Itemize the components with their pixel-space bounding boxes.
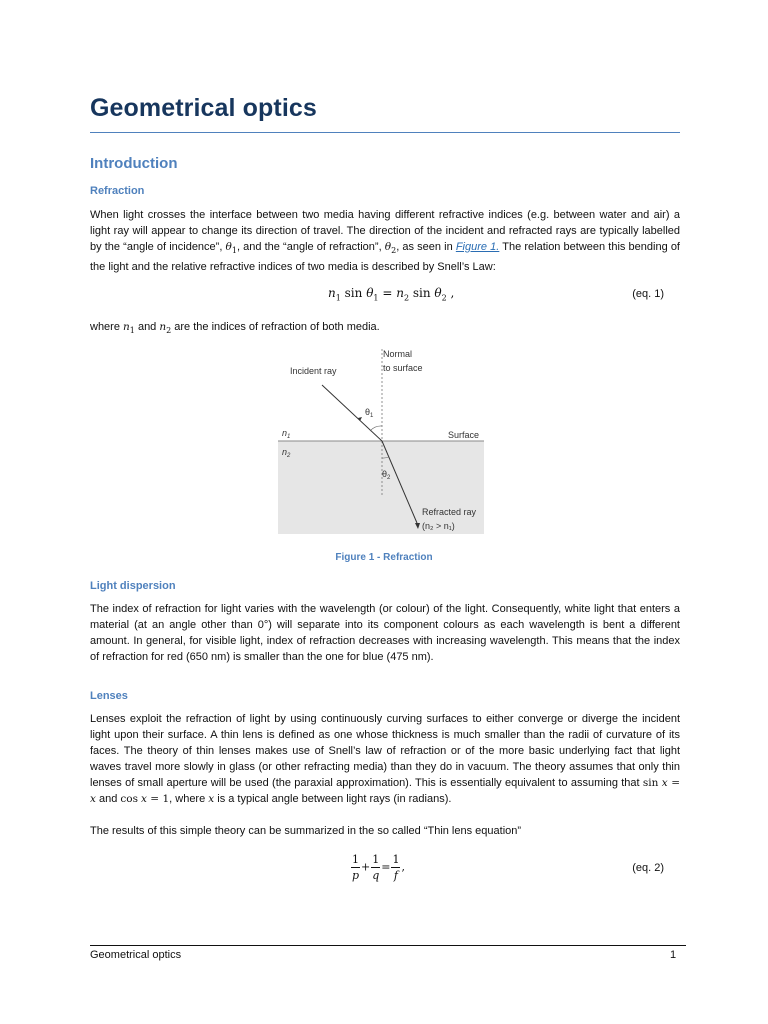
frac-q-den: q	[372, 869, 380, 882]
refraction-text-a: When light crosses the interface between two media having different refractive indices (e.g. between water and air) a light ray will appear to change its direction of travel. The direction of the incident and refracted rays are typically labelled by the “angle of incidence”,	[90, 209, 680, 253]
refraction-text-d: The relation between this bending of the light and the relative refractive indices of two media is described by Snell’s Law:	[90, 241, 680, 274]
lenses-paragraph	[90, 711, 680, 807]
lenses-text-a: Lenses exploit the refraction of light by using continuously curving surfaces to either converge or diverge the incident light upon their surface. A thin lens is defined as one whose thickness is much smaller than the radii of curvature of its faces. The theory of thin lenses makes use of Snell’s law of refraction or of the more basic underlying fact that light waves travel more slowly in glass (or other refracting media) than they do in vacuum. The theory assumes that only thin lenses of small aperture will be used (the paraxial approximation). This is essentially equivalent to assuming that	[90, 713, 680, 789]
figure-1-caption: Figure 1 - Refraction	[335, 552, 433, 563]
fraction-1-over-p	[351, 852, 360, 883]
n2-symbol: n	[159, 321, 167, 333]
theta1-label	[365, 407, 374, 419]
theta1-symbol: θ	[225, 241, 232, 253]
refraction-text-b: , and the “angle of refraction”,	[236, 241, 385, 253]
incident-ray-label: Incident ray	[290, 366, 337, 376]
thin-lens-summary: The results of this simple theory can be summarized in the so called “Thin lens equation”	[90, 825, 522, 837]
one-value: 1	[162, 793, 170, 805]
lenses-text-b: , where	[169, 793, 209, 805]
fig-n2-sub: 2	[287, 453, 291, 459]
frac-p-num: 1	[352, 853, 359, 866]
equals-2: =	[146, 793, 163, 805]
figure-1-link[interactable]: Figure 1.	[455, 241, 500, 253]
theta2-symbol: θ	[384, 241, 392, 253]
fig-theta1-sub: 1	[370, 413, 374, 419]
cos-function: cos	[120, 793, 138, 805]
theta1-subscript: 1	[231, 246, 237, 256]
fig-theta1: θ	[365, 407, 371, 417]
subheading-light-dispersion: Light dispersion	[90, 580, 176, 592]
fig-n1: n	[282, 428, 288, 438]
frac-p-den: p	[351, 869, 360, 882]
refracted-condition-label: (n₂ > n₁)	[422, 521, 455, 531]
normal-label-1: Normal	[383, 349, 413, 359]
page-title: Geometrical optics	[90, 94, 317, 122]
n1-symbol: n	[123, 321, 130, 333]
title-underline	[90, 132, 680, 133]
fraction-1-over-q	[371, 852, 380, 883]
plus-sign: +	[361, 860, 371, 874]
section-heading-introduction: Introduction	[90, 155, 178, 172]
subheading-lenses: Lenses	[90, 690, 128, 702]
fraction-1-over-f	[391, 852, 400, 883]
where-indices-sentence	[90, 319, 680, 339]
eq2-comma: ,	[401, 860, 405, 874]
fig-n1-sub: 1	[287, 434, 291, 440]
frac-f-den: f	[393, 869, 398, 882]
n2-subscript: 2	[166, 326, 172, 336]
x-var-1: x	[661, 777, 668, 789]
fig-n2: n	[282, 447, 288, 457]
snells-law-equation: $n_1$ $\sin \theta_1 = n_2$ $\sin \theta_2$ ,	[328, 286, 455, 303]
refracted-ray-label: Refracted ray	[422, 507, 477, 517]
equation-2-row	[90, 852, 680, 892]
footer-title: Geometrical optics	[90, 949, 182, 961]
fig-theta2-sub: 2	[387, 475, 391, 481]
frac-q-num: 1	[372, 853, 380, 866]
n1-label	[282, 428, 290, 440]
fig-theta2: θ	[382, 469, 388, 479]
equation-1-row	[90, 284, 680, 306]
sin-function: sin	[642, 777, 659, 789]
refraction-text-c: , as seen in	[396, 241, 456, 253]
footer-rule	[90, 945, 686, 946]
subheading-refraction: Refraction	[90, 185, 145, 197]
thin-lens-equation	[350, 852, 405, 883]
where-text-a: where	[90, 321, 124, 333]
theta2-subscript: 2	[391, 246, 397, 256]
equals-sign: =	[381, 860, 391, 874]
lenses-and: and	[95, 793, 121, 805]
frac-f-num: 1	[392, 853, 400, 866]
normal-label-2: to surface	[383, 363, 423, 373]
n1-subscript: 1	[129, 326, 135, 336]
equals-1: =	[667, 777, 680, 789]
refraction-figure	[278, 345, 484, 535]
x-var-4: x	[208, 793, 215, 805]
refraction-paragraph	[90, 207, 680, 275]
surface-label: Surface	[448, 430, 480, 440]
x-var-3: x	[141, 793, 147, 805]
dispersion-paragraph: The index of refraction for light varies with the wavelength (or colour) of the light. Consequently, white light that enters a material (at an angle other than 0°) will separate into its component colours as each wavelength is bent a different amount. In general, for visible light, index of refraction decreases with increasing wavelength. This means that the index of refraction for red (650 nm) is smaller than the one for blue (475 nm).	[90, 603, 680, 663]
where-and: and	[134, 321, 160, 333]
equation-1-label: (eq. 1)	[632, 288, 664, 300]
theta1-arc	[370, 426, 382, 431]
x-var-2: x	[90, 793, 96, 805]
footer-page-number: 1	[670, 949, 677, 961]
lenses-text-c: is a typical angle between light rays (in radians).	[214, 793, 452, 805]
equation-2-label: (eq. 2)	[632, 862, 664, 874]
where-text-b: are the indices of refraction of both media.	[171, 321, 380, 333]
